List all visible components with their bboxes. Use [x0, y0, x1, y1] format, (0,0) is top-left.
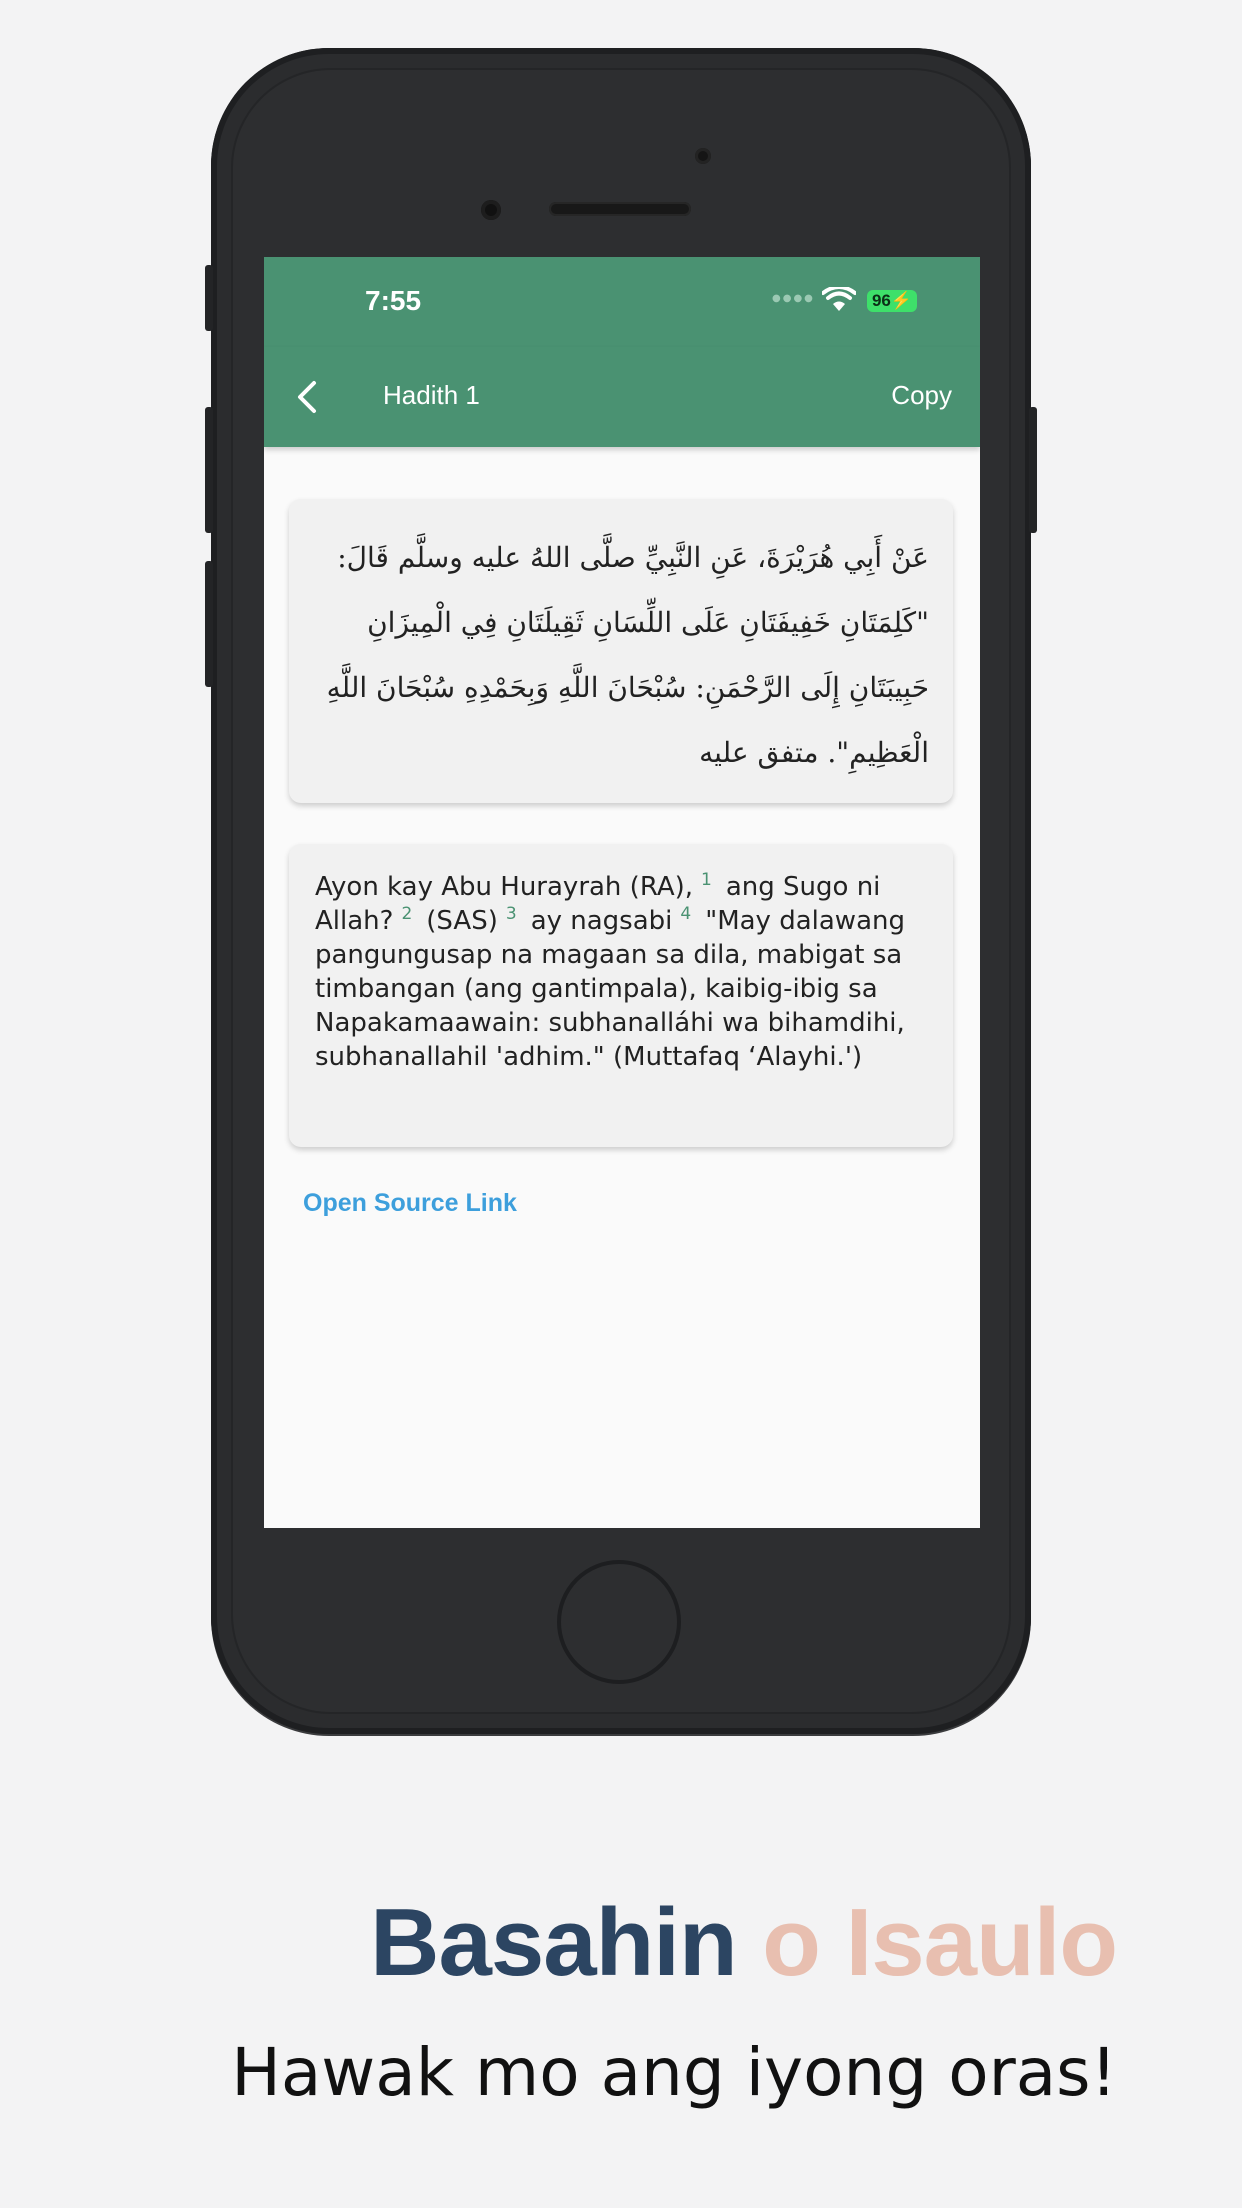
footnote-2-marker[interactable]: 2	[401, 904, 413, 925]
page-title: Hadith 1	[383, 380, 480, 410]
open-source-link[interactable]: Open Source Link	[303, 1189, 517, 1217]
battery-level: 96	[871, 291, 891, 310]
copy-button[interactable]: Copy	[891, 380, 952, 410]
battery-icon: 96⚡	[867, 290, 917, 312]
translation-part-1: Ayon kay Abu Hurayrah (RA),	[315, 872, 694, 902]
headline-word-2: o Isaulo	[762, 1889, 1117, 1996]
power-button	[1029, 407, 1037, 533]
arabic-hadith-text: عَنْ أَبِي هُرَيْرَةَ، عَنِ النَّبِيِّ صلَّى اللهُ عليه وسلَّم قَالَ: "كَلِمَتَانِ خَفِيفَتَانِ عَلَى اللِّسَانِ ثَقِيلَتَانِ فِي الْمِيزَانِ حَبِيبَتَانِ إِلَى الرَّحْمَنِ: سُبْحَانَ اللَّهِ وَبِحَمْدِهِ سُبْحَانَ اللَّهِ الْعَظِيمِ". متفق عليه	[326, 541, 929, 769]
mute-switch	[205, 265, 213, 331]
headline-word-1: Basahin	[370, 1889, 737, 1996]
earpiece-speaker	[549, 202, 691, 216]
footnote-3-marker[interactable]: 3	[505, 904, 517, 925]
status-time: 7:55	[365, 285, 422, 316]
translation-text	[315, 870, 931, 1074]
proximity-sensor	[481, 200, 501, 220]
front-camera	[695, 148, 711, 164]
promo-headline	[370, 1888, 1117, 1998]
footnote-1-marker[interactable]: 1	[701, 870, 712, 891]
translation-part-3: (SAS)	[426, 906, 498, 936]
status-bar	[264, 257, 980, 347]
cellular-signal-icon: ●●●●	[772, 293, 815, 304]
volume-up-button	[205, 407, 213, 533]
back-chevron-icon[interactable]	[288, 377, 328, 417]
translation-card	[289, 844, 953, 1147]
volume-down-button	[205, 561, 213, 687]
footnote-4-marker[interactable]: 4	[680, 904, 692, 925]
wifi-icon	[822, 287, 856, 313]
translation-part-4: ay nagsabi	[530, 906, 673, 936]
home-button[interactable]	[557, 1560, 681, 1684]
promo-subline: Hawak mo ang iyong oras!	[231, 2034, 1117, 2111]
translation-part-2: ang Sugo ni Allah?	[315, 872, 881, 936]
arabic-text-card	[289, 499, 953, 803]
app-bar	[264, 347, 980, 447]
app-screen	[264, 257, 980, 1528]
translation-part-5: "May dalawang pangungusap na magaan sa dila, mabigat sa timbangan (ang gantimpala), kaibig-ibig sa Napakamaawain: subhanalláhi wa bihamdihi, subhanallahil 'adhim." (Muttafaq ‘Alayhi.')	[315, 906, 905, 1072]
